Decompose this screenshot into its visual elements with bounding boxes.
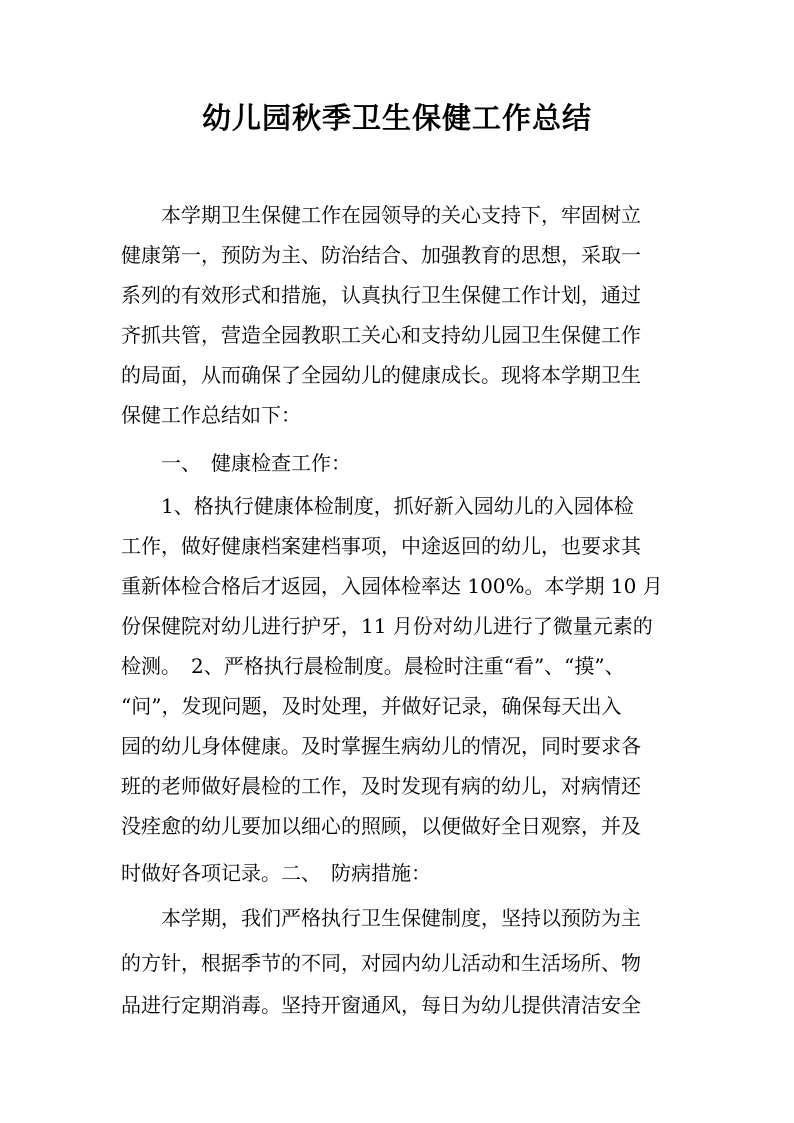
section-heading-health-check: 一、 健康检查工作： — [121, 451, 351, 475]
body-line-12: 检测。 2、严格执行晨检制度。晨检时注重“看”、“摸”、 — [121, 654, 625, 678]
body-line-10: 重新体检合格后才返园，入园体检率达 100%。本学期 10 月 — [121, 574, 663, 598]
body-line-16: 没痊愈的幼儿要加以细心的照顾，以便做好全日观察，并及 — [121, 814, 641, 838]
body-line-8: 1、格执行健康体检制度，抓好新入园幼儿的入园体检 — [121, 494, 634, 518]
body-line-15: 班的老师做好晨检的工作，及时发现有病的幼儿，对病情还 — [121, 774, 641, 798]
body-line-5: 的局面，从而确保了全园幼儿的健康成长。现将本学期卫生 — [121, 363, 641, 387]
document-title: 幼儿园秋季卫生保健工作总结 — [201, 101, 592, 135]
body-line-4: 齐抓共管，营造全园教职工关心和支持幼儿园卫生保健工作 — [121, 323, 641, 347]
body-line-3: 系列的有效形式和措施，认真执行卫生保健工作计划，通过 — [121, 283, 641, 307]
body-line-13: “问”，发现问题，及时处理，并做好记录，确保每天出入 — [121, 694, 622, 718]
body-line-14: 园的幼儿身体健康。及时掌握生病幼儿的情况，同时要求各 — [121, 734, 641, 758]
body-line-2: 健康第一，预防为主、防治结合、加强教育的思想，采取一 — [121, 243, 641, 267]
body-line-17: 时做好各项记录。二、 防病措施： — [121, 861, 431, 885]
body-line-19: 的方针，根据季节的不同，对园内幼儿活动和生活场所、物 — [121, 951, 641, 975]
body-line-20: 品进行定期消毒。坚持开窗通风，每日为幼儿提供清洁安全 — [121, 993, 641, 1017]
body-line-6: 保健工作总结如下： — [121, 403, 301, 427]
body-line-1: 本学期卫生保健工作在园领导的关心支持下，牢固树立 — [121, 203, 641, 227]
body-line-18: 本学期，我们严格执行卫生保健制度，坚持以预防为主 — [121, 906, 641, 930]
body-line-11: 份保健院对幼儿进行护牙，11 月份对幼儿进行了微量元素的 — [121, 614, 653, 638]
body-line-9: 工作，做好健康档案建档事项，中途返回的幼儿，也要求其 — [121, 534, 641, 558]
